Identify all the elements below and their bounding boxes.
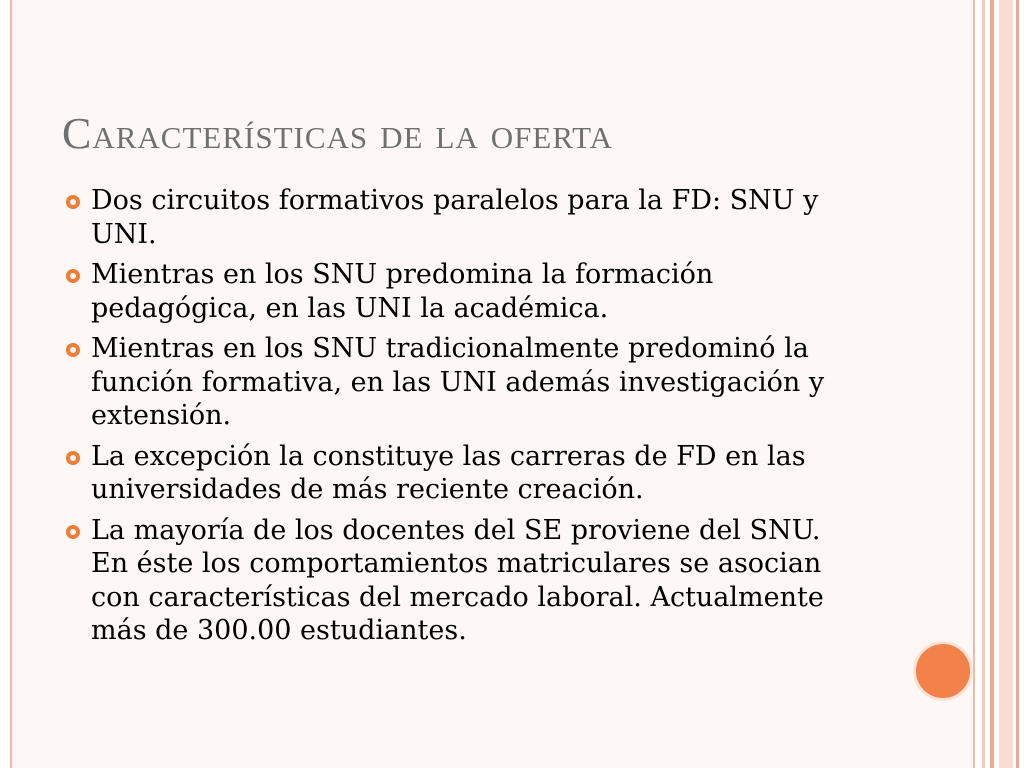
side-stripe — [990, 0, 994, 768]
ring-bullet-icon — [66, 269, 80, 283]
side-stripe — [982, 0, 985, 768]
bullet-item — [66, 258, 866, 325]
bullet-list — [66, 184, 866, 655]
ring-bullet-icon — [66, 451, 80, 465]
bullet-text: Dos circuitos formativos paralelos para la FD: SNU y UNI. — [91, 185, 819, 250]
bullet-item — [66, 440, 866, 507]
ring-bullet-icon — [66, 343, 80, 357]
side-stripe — [1016, 0, 1019, 768]
bullet-text: La excepción la constituye las carreras de FD en las universidades de más reciente creación. — [91, 440, 806, 505]
ring-bullet-icon — [66, 195, 80, 209]
bullet-text: Mientras en los SNU tradicionalmente predominó la función formativa, en las UNI además investigación y extensión. — [91, 333, 825, 431]
bullet-item — [66, 332, 866, 433]
bullet-text: Mientras en los SNU predomina la formación pedagógica, en las UNI la académica. — [91, 259, 714, 324]
bullet-item — [66, 514, 866, 648]
slide-title: Características de la oferta — [62, 109, 614, 158]
side-stripe — [999, 0, 1013, 768]
orange-circle-decoration-icon — [913, 641, 973, 701]
ring-bullet-icon — [66, 525, 80, 539]
bullet-text: La mayoría de los docentes del SE proviene del SNU. En éste los comportamientos matriculares se asocian con características del mercado laboral. Actualmente más de 300.00 estudiantes. — [91, 514, 824, 646]
bullet-item — [66, 184, 866, 251]
